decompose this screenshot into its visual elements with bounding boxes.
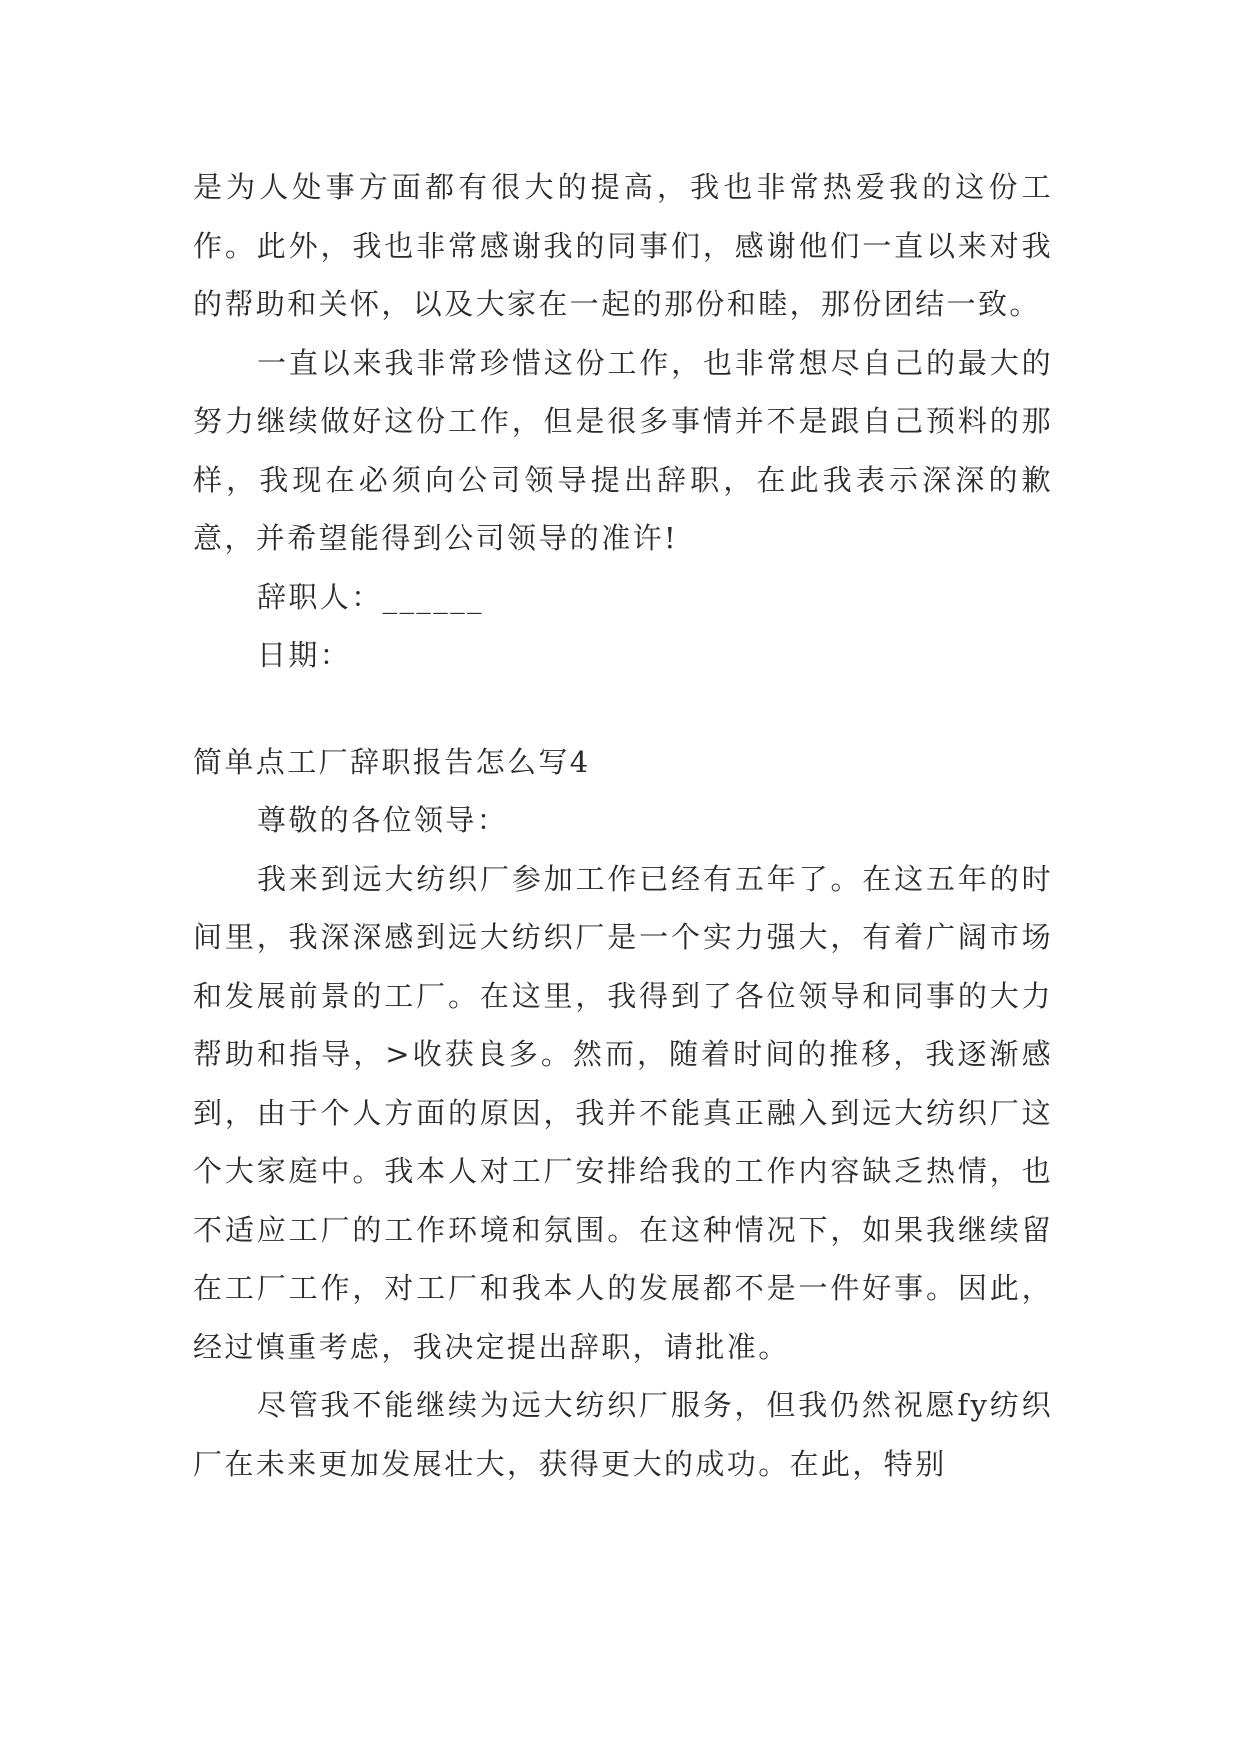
- date-line: 日期：: [257, 638, 352, 672]
- salutation: 尊敬的各位领导：: [257, 803, 509, 837]
- section-gap: [193, 685, 1053, 733]
- paragraph-resignation-reason: 一直以来我非常珍惜这份工作，也非常想尽自己的最大的努力继续做好这份工作，但是很多事情并不是跟自己预料的那样，我现在必须向公司领导提出辞职，在此我表示深深的歉意，并希望能得到公司领导的准许!: [193, 345, 1053, 555]
- signature-line: 辞职人：______: [257, 579, 485, 614]
- section-title: 简单点工厂辞职报告怎么写4: [193, 744, 591, 779]
- paragraph-closing: 尽管我不能继续为远大纺织厂服务，但我仍然祝愿fy纺织厂在未来更加发展壮大，获得更大的成功。在此，特别: [193, 1388, 1053, 1481]
- document-body: [193, 158, 1053, 1493]
- paragraph-continued: 是为人处事方面都有很大的提高，我也非常热爱我的这份工作。此外，我也非常感谢我的同事们，感谢他们一直以来对我的帮助和关怀，以及大家在一起的那份和睦，那份团结一致。: [193, 170, 1053, 321]
- paragraph-body: 我来到远大纺织厂参加工作已经有五年了。在这五年的时间里，我深深感到远大纺织厂是一个实力强大，有着广阔市场和发展前景的工厂。在这里，我得到了各位领导和同事的大力帮助和指导，>收获良多。然而，随着时间的推移，我逐渐感到，由于个人方面的原因，我并不能真正融入到远大纺织厂这个大家庭中。我本人对工厂安排给我的工作内容缺乏热情，也不适应工厂的工作环境和氛围。在这种情况下，如果我继续留在工厂工作，对工厂和我本人的发展都不是一件好事。因此，经过慎重考虑，我决定提出辞职，请批准。: [193, 861, 1053, 1364]
